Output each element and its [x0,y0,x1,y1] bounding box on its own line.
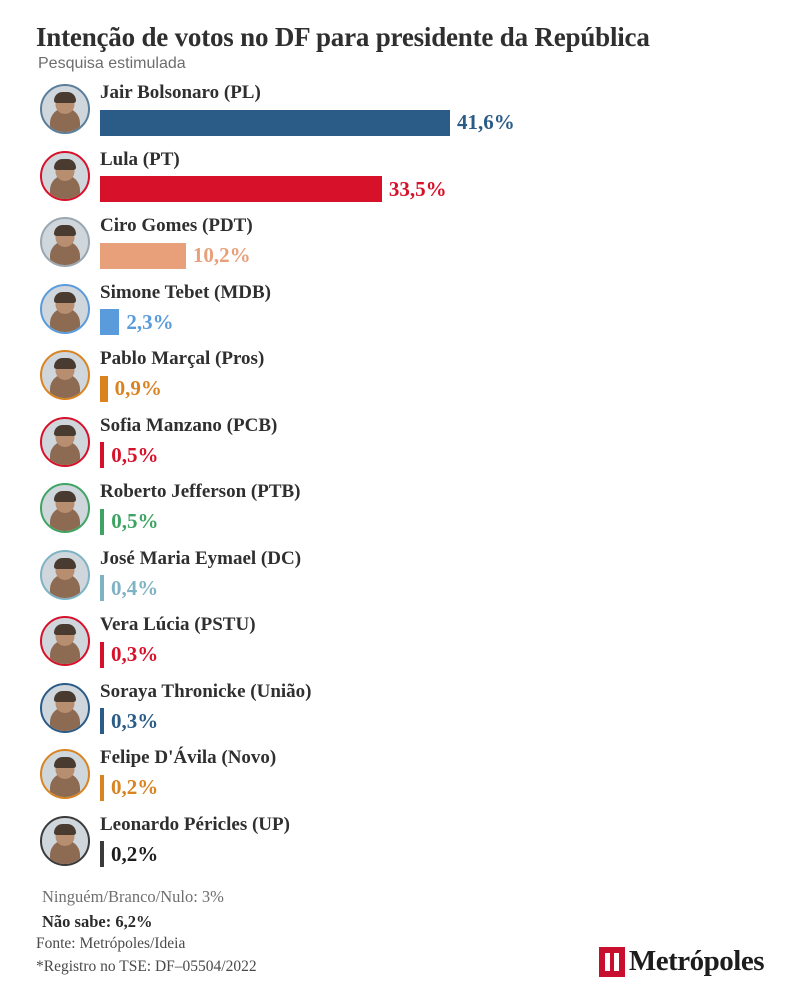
bar-line [100,509,764,535]
page-subtitle: Pesquisa estimulada [38,55,186,73]
bar-line [100,575,764,601]
bar-line [100,442,764,468]
candidate-name: Simone Tebet (MDB) [100,281,271,303]
note-dont-know: Não sabe: 6,2% [42,911,153,931]
bar-line [100,708,764,734]
chart-row-body [94,347,764,402]
avatar [40,616,90,666]
chart-row-body [94,680,764,735]
avatar [40,151,90,201]
chart-row-body [94,746,764,801]
bar [100,309,119,335]
bar [100,841,104,867]
chart-row-body [94,214,764,269]
bar-value-label: 33,5% [388,176,447,201]
avatar [40,683,90,733]
metropoles-logo [599,945,764,978]
avatar [40,483,90,533]
bar-value-label: 0,5% [111,442,159,467]
bar [100,110,450,136]
avatar-wrap [36,680,94,733]
chart-row [36,414,764,481]
candidate-name: Lula (PT) [100,148,180,170]
bar [100,509,104,535]
bar-line [100,243,764,269]
bar-value-label: 2,3% [126,309,174,334]
bar [100,243,186,269]
chart-row-body [94,813,764,868]
avatar [40,284,90,334]
chart-row [36,148,764,215]
avatar-wrap [36,480,94,533]
candidate-name: Soraya Thronicke (União) [100,680,312,702]
candidate-name: Ciro Gomes (PDT) [100,215,253,237]
candidate-name: Jair Bolsonaro (PL) [100,82,261,104]
avatar [40,217,90,267]
avatar-wrap [36,746,94,799]
candidate-name: José Maria Eymael (DC) [100,547,302,569]
footer [36,933,764,978]
logo-text: Metrópoles [628,945,764,977]
candidate-name: Roberto Jefferson (PTB) [100,481,301,503]
chart-row [36,480,764,547]
bar [100,575,104,601]
chart-row [36,613,764,680]
bar-line [100,841,764,867]
chart-row-body [94,613,764,668]
page-title: Intenção de votos no DF para presidente da República [36,22,650,52]
candidate-name: Felipe D'Ávila (Novo) [100,747,277,769]
chart-row-body [94,414,764,469]
candidate-name: Vera Lúcia (PSTU) [100,614,256,636]
chart-row [36,281,764,348]
avatar [40,417,90,467]
bar-line [100,110,764,136]
footer-source: Fonte: Metrópoles/Ideia [36,935,186,953]
avatar-wrap [36,547,94,600]
bar-line [100,376,764,402]
bar [100,376,108,402]
bar-value-label: 0,3% [111,708,159,733]
chart-row [36,547,764,614]
bar-value-label: 0,5% [111,509,159,534]
bar-line [100,775,764,801]
bar-line [100,642,764,668]
chart-row [36,813,764,880]
bar-value-label: 41,6% [457,110,515,135]
avatar [40,550,90,600]
bar [100,708,104,734]
chart-row-body [94,148,764,203]
chart-row-body [94,281,764,336]
chart-row-body [94,81,764,136]
chart-notes [36,885,764,935]
chart-row-body [94,547,764,602]
bar-value-label: 0,2% [111,841,159,866]
bar [100,642,104,668]
avatar [40,816,90,866]
avatar-wrap [36,214,94,267]
avatar [40,749,90,799]
avatar-wrap [36,813,94,866]
avatar-wrap [36,347,94,400]
bar-value-label: 0,4% [111,575,159,600]
bar [100,176,382,202]
candidate-name: Pablo Marçal (Pros) [100,348,265,370]
chart-row-body [94,480,764,535]
avatar-wrap [36,613,94,666]
chart-row [36,347,764,414]
chart-row [36,680,764,747]
avatar [40,350,90,400]
avatar [40,84,90,134]
bar-chart [36,81,764,879]
bar-line [100,309,764,335]
bar-value-label: 0,2% [111,775,159,800]
footer-sources [36,933,257,978]
chart-row [36,746,764,813]
bar-line [100,176,764,202]
bar [100,775,104,801]
avatar-wrap [36,414,94,467]
candidate-name: Leonardo Péricles (UP) [100,813,290,835]
note-blank-null: Ninguém/Branco/Nulo: 3% [42,887,224,907]
bar-value-label: 0,9% [114,376,162,401]
avatar-wrap [36,81,94,134]
bar-value-label: 0,3% [111,642,159,667]
footer-registration: *Registro no TSE: DF–05504/2022 [36,957,257,975]
logo-mark-icon [599,947,625,977]
chart-row [36,81,764,148]
chart-row [36,214,764,281]
avatar-wrap [36,281,94,334]
bar [100,442,104,468]
candidate-name: Sofia Manzano (PCB) [100,414,278,436]
avatar-wrap [36,148,94,201]
bar-value-label: 10,2% [192,243,251,268]
